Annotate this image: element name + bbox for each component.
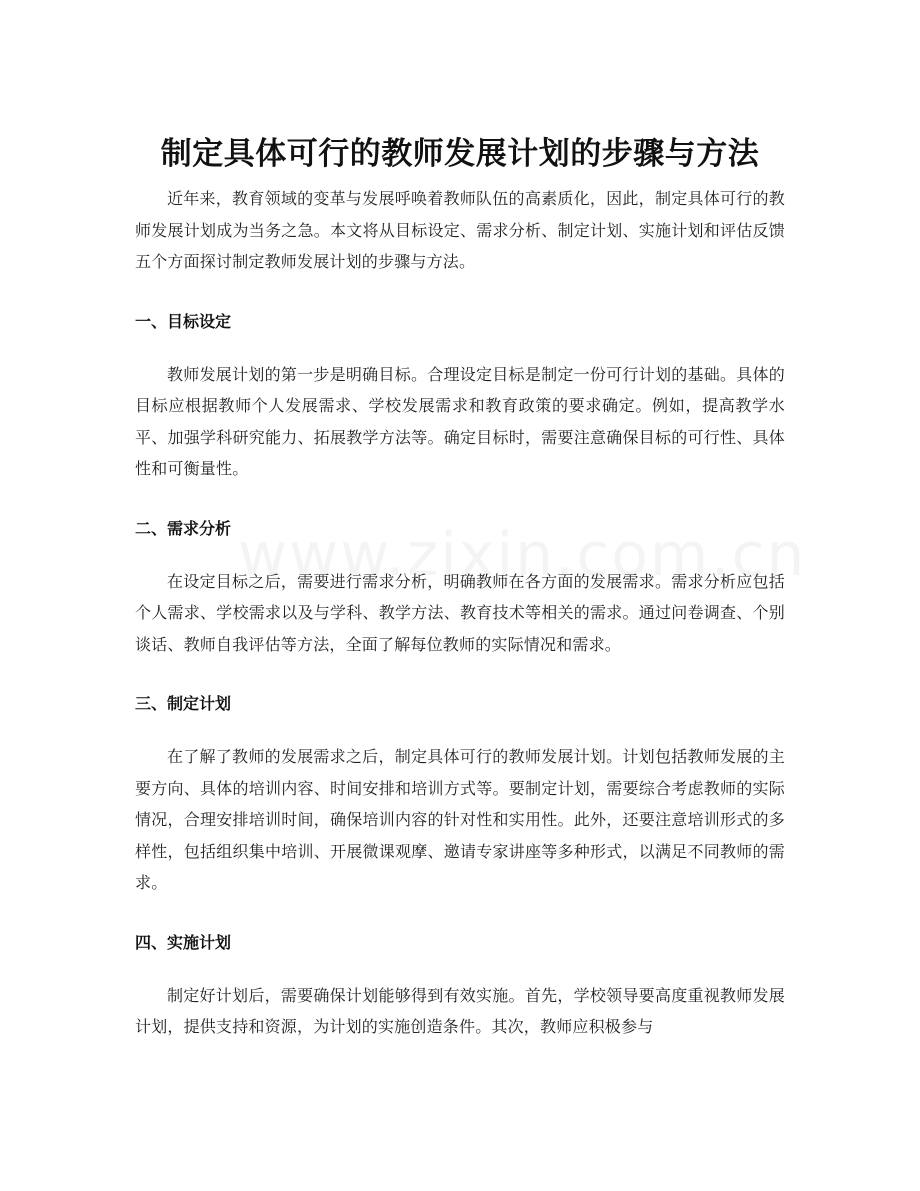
- section-heading-make-plan: 三、制定计划: [135, 694, 232, 713]
- section-body-implement-plan: 制定好计划后，需要确保计划能够得到有效实施。首先，学校领导要高度重视教师发展计划，提供支持和资源，为计划的实施创造条件。其次，教师应积极参与: [135, 985, 785, 1036]
- section-body-goal-setting: 教师发展计划的第一步是明确目标。合理设定目标是制定一份可行计划的基础。具体的目标应根据教师个人发展需求、学校发展需求和教育政策的要求确定。例如，提高教学水平、加强学科研究能力、拓展教学方法等。确定目标时，需要注意确保目标的可行性、具体性和可衡量性。: [135, 364, 785, 478]
- document-body: [135, 183, 785, 1043]
- document-title: 制定具体可行的教师发展计划的步骤与方法: [160, 135, 760, 172]
- section-body-needs-analysis: 在设定目标之后，需要进行需求分析，明确教师在各方面的发展需求。需求分析应包括个人需求、学校需求以及与学科、教学方法、教育技术等相关的需求。通过问卷调查、个别谈话、教师自我评估等方法，全面了解每位教师的实际情况和需求。: [135, 571, 785, 654]
- section-heading-goal-setting: 一、目标设定: [135, 311, 232, 331]
- section-body-make-plan: 在了解了教师的发展需求之后，制定具体可行的教师发展计划。计划包括教师发展的主要方向、具体的培训内容、时间安排和培训方式等。要制定计划，需要综合考虑教师的实际情况，合理安排培训时间，确保培训内容的针对性和实用性。此外，还要注意培训形式的多样性，包括组织集中培训、开展微课观摩、邀请专家讲座等多种形式，以满足不同教师的需求。: [135, 747, 785, 892]
- section-heading-implement-plan: 四、实施计划: [135, 932, 232, 952]
- section-heading-needs-analysis: 二、需求分析: [135, 518, 232, 538]
- intro-paragraph: 近年来，教育领域的变革与发展呼唤着教师队伍的高素质化，因此，制定具体可行的教师发展计划成为当务之急。本文将从目标设定、需求分析、制定计划、实施计划和评估反馈五个方面探讨制定教师发展计划的步骤与方法。: [135, 189, 785, 271]
